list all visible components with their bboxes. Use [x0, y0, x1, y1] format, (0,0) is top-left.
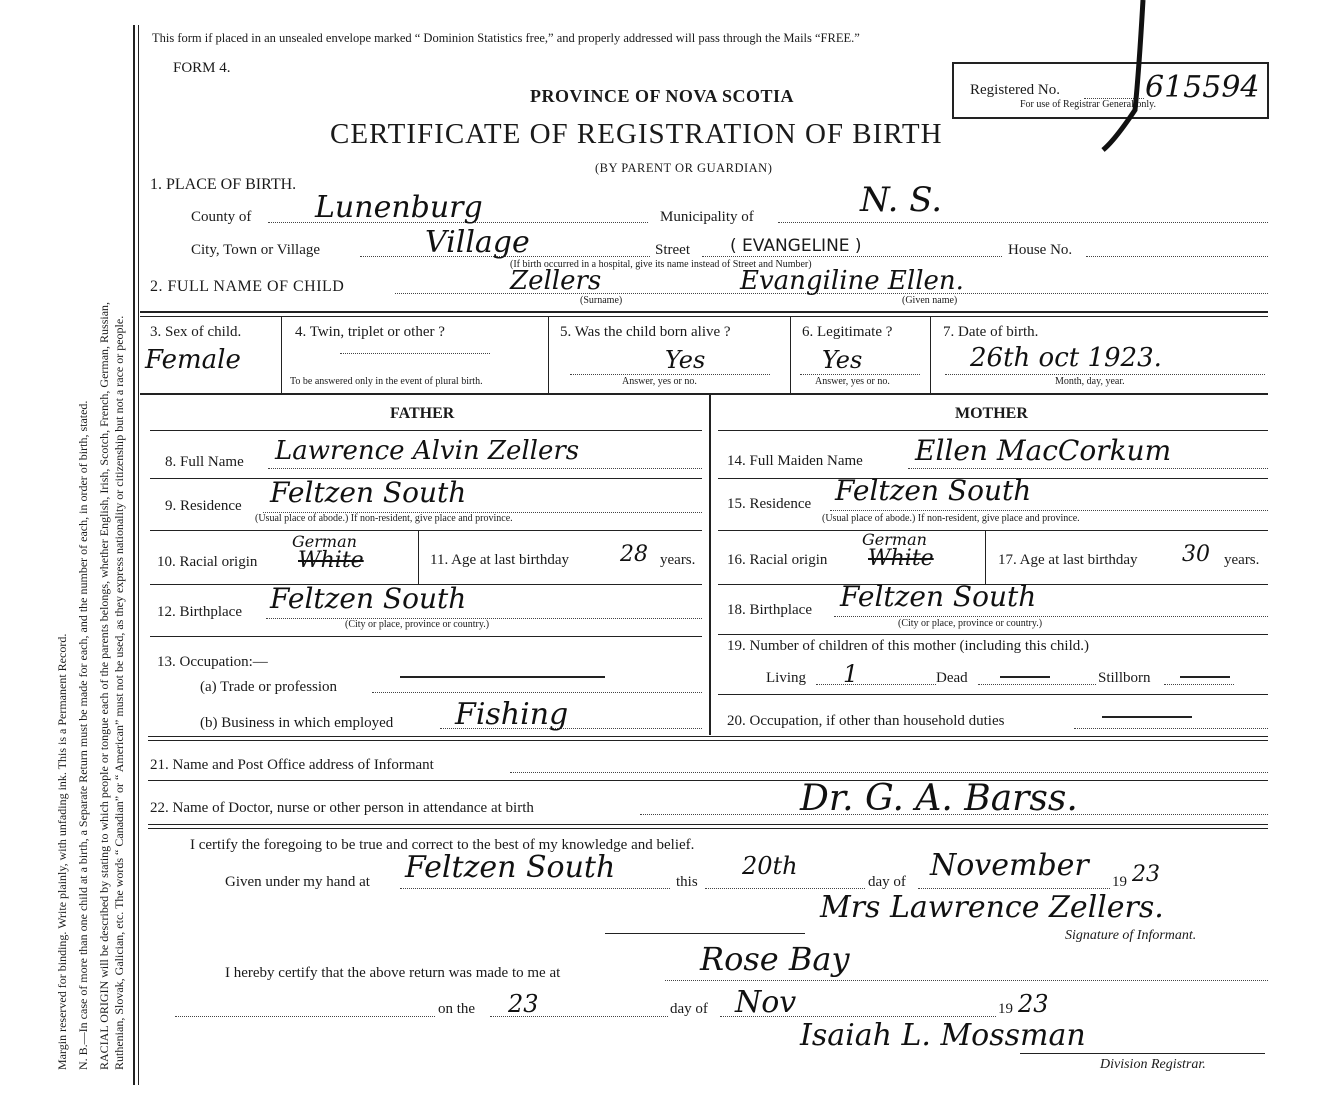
street-label: Street	[655, 242, 690, 258]
registrar-note: For use of Registrar General only.	[1020, 99, 1156, 110]
father-occupation-label: 13. Occupation:—	[157, 654, 268, 670]
section-divider-3	[140, 393, 1268, 395]
given-place-line	[400, 888, 670, 889]
father-residence-label: 9. Residence	[165, 498, 242, 514]
doctor-value: Dr. G. A. Barss.	[800, 778, 1078, 819]
col-sep-4	[930, 317, 931, 393]
registered-number: 615594	[1145, 70, 1260, 105]
trade-dash	[400, 676, 605, 678]
page-title: CERTIFICATE OF REGISTRATION OF BIRTH	[330, 118, 943, 150]
father-age-years: years.	[660, 552, 696, 568]
mother-residence-label: 15. Residence	[727, 496, 812, 512]
twin-label: 4. Twin, triplet or other ?	[295, 324, 445, 340]
county-value: Lunenburg	[315, 190, 483, 225]
mother-age-value: 30	[1182, 542, 1210, 567]
section-divider-4b	[148, 740, 1268, 741]
surname-caption: (Surname)	[580, 295, 623, 306]
col-sep-1	[281, 317, 282, 393]
business-value: Fishing	[455, 697, 569, 732]
father-age-label: 11. Age at last birthday	[430, 552, 569, 568]
father-heading-rule	[150, 430, 702, 431]
reg-year-prefix: 19	[998, 1001, 1013, 1017]
father-name-label: 8. Full Name	[165, 454, 244, 470]
mother-age-years: years.	[1224, 552, 1260, 568]
section-divider-5	[148, 780, 1268, 781]
legit-value: Yes	[822, 346, 863, 374]
page-subtitle: (BY PARENT OR GUARDIAN)	[595, 161, 773, 175]
county-label: County of	[191, 209, 252, 225]
given-caption: (Given name)	[902, 295, 958, 306]
stillborn-line	[1164, 684, 1234, 685]
registrar-signature: Isaiah L. Mossman	[800, 1018, 1086, 1053]
this-label: this	[676, 874, 698, 890]
father-race-label: 10. Racial origin	[157, 554, 258, 570]
trade-line	[372, 692, 702, 693]
child-surname: Zellers	[510, 266, 602, 296]
province-heading: PROVINCE OF NOVA SCOTIA	[530, 86, 795, 106]
reg-year-value: 23	[1018, 990, 1049, 1018]
month-value: November	[930, 848, 1089, 883]
father-race-sep	[418, 531, 419, 584]
living-line	[816, 684, 936, 685]
reg-dayof-label: day of	[670, 1001, 708, 1017]
mother-residence-caption: (Usual place of abode.) If non-resident, give place and province.	[822, 513, 1080, 524]
mother-birthplace-value: Feltzen South	[840, 580, 1037, 613]
house-line	[1086, 256, 1268, 257]
return-place-line	[665, 980, 1268, 981]
section-divider-4	[148, 736, 1268, 737]
dob-caption: Month, day, year.	[1055, 376, 1125, 387]
street-line	[702, 256, 1002, 257]
day-value: 20th	[742, 852, 798, 880]
reg-prefix-line	[175, 1016, 435, 1017]
margin-note-multiple-births: N. B.—In case of more than one child at a birth, a Separate Return must be made for each, and the number of each, in order of birth, stated.	[76, 400, 90, 1070]
legit-caption: Answer, yes or no.	[815, 376, 890, 387]
informant-sig-caption: Signature of Informant.	[1065, 928, 1197, 943]
mother-birthplace-label: 18. Birthplace	[727, 602, 812, 618]
year-prefix: 19	[1112, 874, 1127, 890]
father-row-rule-2	[150, 530, 702, 531]
registrar-pen-stroke	[1095, 0, 1155, 160]
return-place-value: Rose Bay	[700, 940, 850, 978]
return-label: I hereby certify that the above return was made to me at	[225, 965, 561, 981]
alive-value: Yes	[665, 346, 706, 374]
father-row-rule-4	[150, 636, 702, 637]
informant-label: 21. Name and Post Office address of Informant	[150, 757, 434, 773]
informant-sig-line-left	[605, 933, 805, 934]
sex-value: Female	[145, 345, 241, 375]
section-divider-6b	[148, 828, 1268, 829]
father-name-line	[268, 468, 702, 469]
mother-race-value: German	[862, 530, 927, 549]
place-section-label: 1. PLACE OF BIRTH.	[150, 176, 297, 193]
informant-signature: Mrs Lawrence Zellers.	[820, 890, 1164, 925]
col-sep-3	[790, 317, 791, 393]
dead-line	[978, 684, 1096, 685]
margin-note-racial-origin-cont: Ruthenian, Slovak, Galician, etc. The words “ Canadian” or “ American” must not be used, as they express nationality or citizenship but not a race or people.	[112, 315, 126, 1070]
margin-note-binding: Margin reserved for binding. Write plainly, with unfading ink. This is a Permanent Record.	[55, 633, 69, 1070]
twin-line	[340, 353, 490, 354]
mother-race-struck: White	[868, 546, 934, 571]
mother-race-label: 16. Racial origin	[727, 552, 828, 568]
father-name-value: Lawrence Alvin Zellers	[275, 436, 580, 466]
municipality-line	[778, 222, 1268, 223]
mother-residence-line	[830, 510, 1268, 511]
mother-heading-rule	[718, 430, 1268, 431]
mother-heading: MOTHER	[955, 405, 1028, 422]
margin-rule	[133, 25, 135, 1085]
mother-row-rule-5	[718, 694, 1268, 695]
given-place-value: Feltzen South	[405, 850, 616, 885]
dead-label: Dead	[936, 670, 968, 686]
father-residence-value: Feltzen South	[270, 476, 467, 509]
mother-birthplace-caption: (City or place, province or country.)	[898, 618, 1043, 629]
city-value: Village	[425, 225, 530, 260]
father-birthplace-value: Feltzen South	[270, 582, 467, 615]
dayof-label: day of	[868, 874, 906, 890]
legit-line	[800, 374, 920, 375]
mother-name-value: Ellen MacCorkum	[915, 434, 1172, 467]
father-birthplace-label: 12. Birthplace	[157, 604, 242, 620]
living-label: Living	[766, 670, 806, 686]
business-label: (b) Business in which employed	[200, 715, 394, 731]
children-count-label: 19. Number of children of this mother (including this child.)	[727, 638, 1090, 654]
dob-value: 26th oct 1923.	[970, 343, 1162, 373]
street-value: ( EVANGELINE )	[730, 236, 862, 256]
trade-label: (a) Trade or profession	[200, 679, 338, 695]
father-age-value: 28	[620, 542, 648, 567]
mail-notice: This form if placed in an unsealed envelope marked “ Dominion Statistics free,” and properly addressed will pass through the Mails “FREE.”	[152, 31, 860, 45]
mother-occupation-label: 20. Occupation, if other than household duties	[727, 713, 1005, 729]
given-under-label: Given under my hand at	[225, 874, 370, 890]
stillborn-dash	[1180, 676, 1230, 678]
twin-note: To be answered only in the event of plural birth.	[290, 376, 483, 387]
margin-note-racial-origin: RACIAL ORIGIN will be described by stating to which people or tongue each of the parents belongs, whether English, Irish, Scotch, French, German, Russian,	[97, 301, 111, 1070]
mother-age-label: 17. Age at last birthday	[998, 552, 1138, 568]
child-given-name: Evangiline Ellen.	[740, 266, 964, 296]
month-line	[918, 888, 1110, 889]
alive-line	[570, 374, 770, 375]
city-label: City, Town or Village	[191, 242, 321, 258]
father-birthplace-caption: (City or place, province or country.)	[345, 619, 490, 630]
section-divider-2	[140, 316, 1268, 317]
section-divider-6	[148, 824, 1268, 825]
municipality-value: N. S.	[860, 180, 943, 220]
day-line	[705, 888, 865, 889]
mother-race-sep	[985, 531, 986, 584]
mother-name-line	[908, 468, 1268, 469]
father-residence-caption: (Usual place of abode.) If non-resident, give place and province.	[255, 513, 513, 524]
mother-birthplace-line	[834, 616, 1268, 617]
parents-column-divider	[709, 395, 711, 735]
col-sep-2	[548, 317, 549, 393]
mother-occupation-dash	[1102, 716, 1192, 718]
doctor-label: 22. Name of Doctor, nurse or other person in attendance at birth	[150, 800, 534, 816]
on-the-label: on the	[438, 1001, 476, 1017]
reg-month-value: Nov	[735, 985, 797, 1020]
registered-label: Registered No.	[970, 82, 1060, 98]
dead-dash	[1000, 676, 1050, 678]
year-value: 23	[1132, 862, 1160, 887]
living-value: 1	[843, 660, 859, 688]
registrar-caption: Division Registrar.	[1100, 1057, 1206, 1072]
alive-caption: Answer, yes or no.	[622, 376, 697, 387]
alive-label: 5. Was the child born alive ?	[560, 324, 731, 340]
stillborn-label: Stillborn	[1098, 670, 1151, 686]
mother-name-label: 14. Full Maiden Name	[727, 453, 863, 469]
child-name-label: 2. FULL NAME OF CHILD	[150, 278, 345, 295]
legit-label: 6. Legitimate ?	[802, 324, 893, 340]
mother-row-rule-4	[718, 634, 1268, 635]
dob-label: 7. Date of birth.	[943, 324, 1039, 340]
certify-statement: I certify the foregoing to be true and correct to the best of my knowledge and belief.	[190, 837, 695, 853]
informant-line	[510, 772, 1268, 773]
mother-residence-value: Feltzen South	[835, 474, 1032, 507]
dob-line	[945, 374, 1265, 375]
father-heading: FATHER	[390, 405, 455, 422]
form-number: FORM 4.	[173, 60, 231, 76]
margin-rule-2	[138, 25, 139, 1085]
father-race-value: German	[292, 532, 357, 551]
reg-day-value: 23	[508, 990, 539, 1018]
mother-occupation-line	[1074, 728, 1268, 729]
house-label: House No.	[1008, 242, 1073, 258]
sex-label: 3. Sex of child.	[150, 324, 242, 340]
hospital-note: (If birth occurred in a hospital, give its name instead of Street and Number)	[510, 259, 812, 270]
registrar-sig-line	[1020, 1053, 1265, 1054]
mother-row-rule-2	[718, 530, 1268, 531]
father-race-struck: White	[298, 548, 364, 573]
municipality-label: Municipality of	[660, 209, 754, 225]
section-divider	[140, 311, 1268, 313]
